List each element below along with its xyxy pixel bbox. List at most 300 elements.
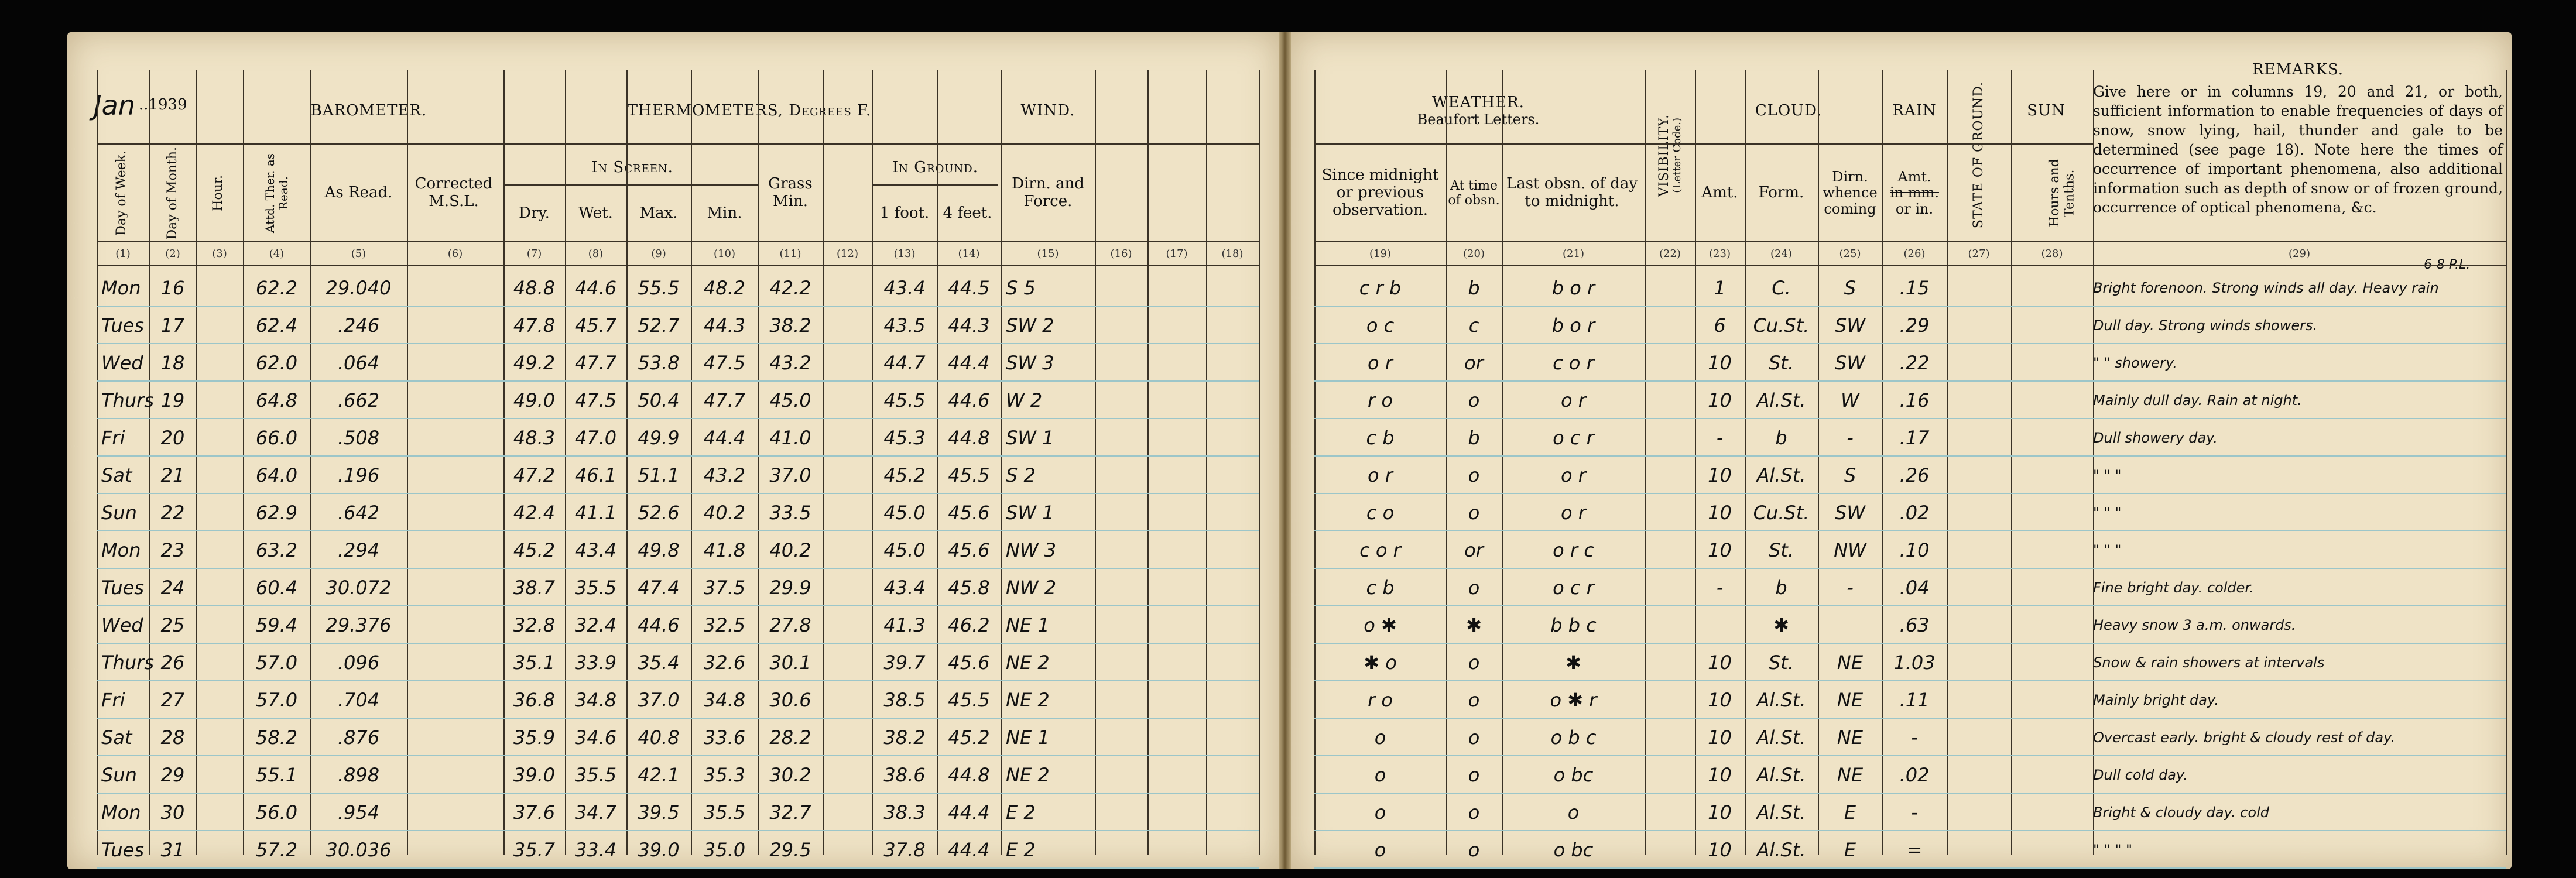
ruled-line — [1314, 680, 2506, 681]
barometer-cell: .898 — [337, 764, 380, 786]
grass-min-heading: Grass Min. — [768, 175, 813, 210]
column-number: (23) — [1709, 247, 1731, 260]
weather-since-cell: c b — [1366, 577, 1395, 599]
barometer-cell: .196 — [337, 464, 380, 486]
weather-last-cell: o r — [1561, 502, 1586, 524]
weather-at-cell: o — [1468, 764, 1480, 786]
min-temp-cell: 35.5 — [703, 801, 746, 824]
ruled-line — [1314, 605, 2506, 606]
rain-amt-cell: .26 — [1899, 464, 1930, 486]
dry-bulb-cell: 49.0 — [513, 389, 556, 411]
day-of-month-cell: 27 — [160, 689, 185, 711]
barometer-cell: .246 — [337, 314, 380, 337]
wet-bulb-cell: 47.5 — [574, 389, 617, 411]
weather-last-cell: o c r — [1553, 577, 1594, 599]
day-of-month-heading — [149, 146, 196, 240]
max-temp-cell: 52.7 — [638, 314, 680, 337]
ruled-line — [1314, 830, 2506, 831]
wet-bulb-cell: 35.5 — [574, 764, 617, 786]
rain-amt-cell: .63 — [1899, 614, 1930, 636]
max-temp-cell: 39.0 — [638, 839, 680, 861]
wind-cell: NW 3 — [1006, 539, 1057, 561]
weather-last-cell: o — [1567, 801, 1580, 824]
dry-bulb-cell: 42.4 — [513, 502, 556, 524]
column-number: (22) — [1659, 247, 1681, 260]
day-of-month-cell: 21 — [160, 464, 185, 486]
wet-bulb-cell: 46.1 — [574, 464, 617, 486]
weather-since-cell: o — [1374, 801, 1386, 824]
column-number: (4) — [269, 247, 285, 260]
column-divider — [407, 70, 408, 855]
remarks-cell: Dull showery day. — [2093, 430, 2218, 446]
grass-min-cell: 42.2 — [769, 277, 811, 299]
ground-4ft-cell: 44.4 — [948, 839, 990, 861]
weather-at-cell: o — [1468, 726, 1480, 749]
grass-min-cell: 43.2 — [769, 352, 811, 374]
column-divider — [1947, 70, 1948, 855]
ruled-line — [97, 343, 1259, 344]
wind-cell: SW 3 — [1006, 352, 1054, 374]
remarks-cell: Dull day. Strong winds showers. — [2093, 317, 2318, 334]
day-of-week-cell: Wed — [101, 352, 143, 374]
attd-ther-cell: 57.2 — [255, 839, 298, 861]
day-of-month-cell: 17 — [160, 314, 185, 337]
ruled-line — [97, 830, 1259, 831]
rain-unit-in: or in. — [1895, 200, 1934, 217]
ruled-line — [97, 493, 1259, 494]
max-temp-cell: 35.4 — [638, 651, 680, 674]
cloud-amt-heading: Amt. — [1701, 184, 1738, 202]
attd-ther-cell: 55.1 — [255, 764, 298, 786]
remarks-title: REMARKS. — [2252, 61, 2344, 79]
rain-amt-cell: .11 — [1899, 689, 1930, 711]
ruled-line — [97, 680, 1259, 681]
cloud-amt-cell: 10 — [1708, 464, 1732, 486]
max-temp-cell: 53.8 — [638, 352, 680, 374]
max-temp-cell: 49.8 — [638, 539, 680, 561]
min-temp-cell: 33.6 — [703, 726, 746, 749]
weather-at-cell: or — [1464, 539, 1484, 561]
weather-at-cell: o — [1468, 651, 1480, 674]
cloud-dirn-cell: SW — [1835, 502, 1865, 524]
ground-4ft-cell: 44.8 — [948, 427, 990, 449]
cloud-form-cell: St. — [1768, 352, 1794, 374]
cloud-amt-cell: 10 — [1708, 502, 1732, 524]
hours-tenths-text: Hours and Tenths. — [2047, 159, 2077, 228]
dry-bulb-cell: 49.2 — [513, 352, 556, 374]
ruled-line — [97, 380, 1259, 382]
ground-4ft-cell: 45.6 — [948, 539, 990, 561]
weather-at-cell: o — [1468, 689, 1480, 711]
grass-min-cell: 33.5 — [769, 502, 811, 524]
remarks-cell: " " " — [2093, 542, 2122, 558]
day-of-month-cell: 16 — [160, 277, 185, 299]
thermometers-heading: THERMOMETERS, Degrees F. — [627, 102, 872, 120]
day-of-week-cell: Fri — [101, 427, 125, 449]
wind-cell: NW 2 — [1006, 577, 1057, 599]
weather-last-cell: b b c — [1550, 614, 1597, 636]
wet-bulb-cell: 44.6 — [574, 277, 617, 299]
ground-4ft-cell: 45.6 — [948, 502, 990, 524]
hour-text: Hour. — [210, 175, 225, 211]
column-number: (20) — [1463, 247, 1485, 260]
wet-bulb-cell: 41.1 — [574, 502, 617, 524]
ruled-line — [1314, 867, 2506, 869]
column-number: (16) — [1110, 247, 1132, 260]
rain-amt-cell: .02 — [1899, 764, 1930, 786]
sun-heading: SUN — [2027, 102, 2065, 120]
grass-min-cell: 45.0 — [769, 389, 811, 411]
cloud-heading: CLOUD. — [1755, 102, 1823, 120]
dry-bulb-cell: 32.8 — [513, 614, 556, 636]
rain-amt-cell: - — [1911, 726, 1918, 749]
column-number: (21) — [1563, 247, 1584, 260]
grass-min-cell: 38.2 — [769, 314, 811, 337]
in-ground-heading: In Ground. — [892, 159, 978, 177]
ruled-line — [97, 568, 1259, 569]
dry-bulb-cell: 38.7 — [513, 577, 556, 599]
ruled-line — [97, 755, 1259, 756]
column-divider — [823, 70, 824, 855]
cloud-dirn-cell: S — [1844, 277, 1856, 299]
wind-cell: NE 2 — [1006, 689, 1050, 711]
attd-ther-cell: 59.4 — [255, 614, 298, 636]
column-divider — [1259, 70, 1260, 855]
weather-last-cell: o bc — [1553, 839, 1594, 861]
min-temp-cell: 32.5 — [703, 614, 746, 636]
ruled-line — [97, 643, 1259, 644]
cloud-form-cell: Al.St. — [1756, 464, 1806, 486]
attd-ther-cell: 64.8 — [255, 389, 298, 411]
barometer-cell: 29.376 — [326, 614, 392, 636]
colnum-bottom — [1314, 265, 2506, 266]
barometer-cell: .876 — [337, 726, 380, 749]
day-of-month-cell: 24 — [160, 577, 185, 599]
column-number: (9) — [651, 247, 666, 260]
barometer-cell: 30.072 — [326, 577, 392, 599]
cloud-form-cell: b — [1775, 427, 1787, 449]
ground-4ft-cell: 45.5 — [948, 464, 990, 486]
wet-bulb-cell: 33.9 — [574, 651, 617, 674]
column-divider — [97, 70, 98, 855]
cloud-form-cell: Al.St. — [1756, 389, 1806, 411]
cloud-dirn-cell: NE — [1837, 764, 1864, 786]
barometer-heading: BAROMETER. — [310, 102, 427, 120]
cloud-amt-cell: - — [1716, 427, 1724, 449]
ruled-line — [97, 793, 1259, 794]
attd-ther-cell: 62.0 — [255, 352, 298, 374]
rain-amt-cell: .17 — [1899, 427, 1930, 449]
weather-last-cell: ✱ — [1566, 651, 1581, 674]
weather-since-cell: c o — [1366, 502, 1395, 524]
barometer-cell: .642 — [337, 502, 380, 524]
grass-min-cell: 30.1 — [769, 651, 811, 674]
weather-since-cell: o c — [1366, 314, 1395, 337]
rain-amt-label: Amt. — [1897, 168, 1931, 185]
cloud-dirn-cell: NE — [1837, 726, 1864, 749]
dry-heading: Dry. — [519, 204, 550, 222]
corrected-heading: Corrected M.S.L. — [415, 175, 493, 210]
column-number: (13) — [893, 247, 916, 260]
ruled-line — [97, 455, 1259, 457]
grass-min-cell: 27.8 — [769, 614, 811, 636]
grass-min-cell: 32.7 — [769, 801, 811, 824]
ruled-line — [97, 867, 1259, 869]
dry-bulb-cell: 47.8 — [513, 314, 556, 337]
ground-1ft-cell: 43.4 — [883, 277, 926, 299]
visibility-title: VISIBILITY. — [1656, 114, 1671, 197]
cloud-form-cell: St. — [1768, 539, 1794, 561]
wind-cell: SW 2 — [1006, 314, 1054, 337]
grass-min-cell: 28.2 — [769, 726, 811, 749]
ground-4ft-cell: 45.6 — [948, 651, 990, 674]
attd-ther-cell: 64.0 — [255, 464, 298, 486]
header-bottom — [97, 241, 1259, 242]
weather-since-cell: o r — [1368, 352, 1393, 374]
min-temp-cell: 35.0 — [703, 839, 746, 861]
column-number: (19) — [1369, 247, 1391, 260]
ruled-line — [97, 306, 1259, 307]
ground-1ft-cell: 39.7 — [883, 651, 926, 674]
remarks-cell: Overcast early. bright & cloudy rest of day. — [2093, 729, 2396, 746]
year-label: ..1939 — [138, 96, 187, 114]
weather-at-cell: o — [1468, 464, 1480, 486]
remarks-top-note: 6-8 P.L. — [2424, 258, 2471, 272]
wind-cell: E 2 — [1006, 839, 1036, 861]
dirn-force-heading: Dirn. and Force. — [1012, 175, 1084, 210]
at-time-heading: At time of obsn. — [1448, 178, 1500, 208]
ruled-line — [97, 605, 1259, 606]
ground-4ft-cell: 45.8 — [948, 577, 990, 599]
ruled-line — [1314, 793, 2506, 794]
cloud-form-cell: St. — [1768, 651, 1794, 674]
cloud-form-heading: Form. — [1758, 184, 1804, 202]
header-divider — [97, 143, 1259, 145]
attd-ther-cell: 58.2 — [255, 726, 298, 749]
weather-heading — [1314, 88, 1642, 135]
header-divider — [1314, 143, 2093, 145]
cloud-form-cell: Al.St. — [1756, 726, 1806, 749]
grass-min-cell: 29.5 — [769, 839, 811, 861]
cloud-dirn-cell: SW — [1835, 352, 1865, 374]
column-number: (15) — [1037, 247, 1059, 260]
max-temp-cell: 42.1 — [638, 764, 680, 786]
column-number: (28) — [2041, 247, 2063, 260]
attd-ther-cell: 56.0 — [255, 801, 298, 824]
weather-last-cell: c o r — [1553, 352, 1594, 374]
grass-min-cell: 30.6 — [769, 689, 811, 711]
month-year — [94, 82, 252, 129]
day-of-week-cell: Tues — [101, 314, 144, 337]
cloud-dirn-cell — [1818, 608, 1882, 643]
weather-at-cell: b — [1468, 277, 1480, 299]
weather-at-cell: or — [1464, 352, 1484, 374]
cloud-form-cell: ✱ — [1773, 614, 1789, 636]
rain-amt-cell: .16 — [1899, 389, 1930, 411]
ground-1ft-cell: 43.5 — [883, 314, 926, 337]
ruled-line — [1314, 718, 2506, 719]
weather-at-cell: o — [1468, 577, 1480, 599]
day-of-week-cell: Sat — [101, 464, 132, 486]
in-ground-divider — [872, 184, 998, 186]
day-of-week-cell: Mon — [101, 801, 141, 824]
cloud-amt-cell: 10 — [1708, 726, 1732, 749]
cloud-amt-cell: 10 — [1708, 389, 1732, 411]
book-gutter — [1279, 32, 1291, 869]
day-of-week-cell: Thurs — [101, 651, 154, 674]
weather-last-cell: o ✱ r — [1550, 689, 1597, 711]
min-temp-cell: 47.7 — [703, 389, 746, 411]
cloud-form-cell: Al.St. — [1756, 801, 1806, 824]
grass-min-cell: 37.0 — [769, 464, 811, 486]
rain-amt-cell: - — [1911, 801, 1918, 824]
ruled-line — [1314, 418, 2506, 419]
month-label: Jan — [94, 89, 135, 121]
wind-cell: NE 2 — [1006, 651, 1050, 674]
rain-amt-heading — [1882, 146, 1947, 240]
max-temp-cell: 37.0 — [638, 689, 680, 711]
ground-4ft-cell: 44.4 — [948, 801, 990, 824]
cloud-dirn-heading: Dirn. whence coming — [1823, 168, 1878, 217]
wet-bulb-cell: 47.7 — [574, 352, 617, 374]
weather-last-cell: o c r — [1553, 427, 1594, 449]
wind-cell: S 2 — [1006, 464, 1036, 486]
min-temp-cell: 32.6 — [703, 651, 746, 674]
min-temp-cell: 40.2 — [703, 502, 746, 524]
rain-amt-cell: .22 — [1899, 352, 1930, 374]
remarks-cell: Heavy snow 3 a.m. onwards. — [2093, 617, 2296, 633]
day-of-month-cell: 25 — [160, 614, 185, 636]
weather-since-cell: ✱ o — [1364, 651, 1397, 674]
weather-last-cell: b o r — [1551, 314, 1595, 337]
wet-bulb-cell: 32.4 — [574, 614, 617, 636]
weather-at-cell: o — [1468, 839, 1480, 861]
min-temp-cell: 34.8 — [703, 689, 746, 711]
column-number: (11) — [779, 247, 801, 260]
cloud-dirn-cell: - — [1847, 577, 1854, 599]
max-temp-cell: 47.4 — [638, 577, 680, 599]
remarks-cell: Mainly bright day. — [2093, 692, 2219, 708]
weather-since-cell: o — [1374, 839, 1386, 861]
ground-1ft-cell: 45.0 — [883, 502, 926, 524]
cloud-dirn-cell: NE — [1837, 651, 1864, 674]
cloud-dirn-cell: W — [1841, 389, 1859, 411]
dry-bulb-cell: 35.7 — [513, 839, 556, 861]
wind-cell: NE 1 — [1006, 614, 1050, 636]
dry-bulb-cell: 47.2 — [513, 464, 556, 486]
last-obsn-heading: Last obsn. of day to midnight. — [1506, 175, 1638, 210]
wet-bulb-cell: 47.0 — [574, 427, 617, 449]
remarks-instructions: Give here or in columns 19, 20 and 21, or both, sufficient information to enable frequencies of days of snow, snow lying, hail, thunder and gale to be determined (see page 18). Note here the times of occurrence of important phenomena, also additional information such as depth of snow or of frozen ground, occurrence of optical phenomena, &c. — [2093, 83, 2503, 216]
cloud-amt-cell: 6 — [1714, 314, 1726, 337]
ruled-line — [97, 418, 1259, 419]
column-divider — [1206, 70, 1207, 855]
column-number: (2) — [165, 247, 180, 260]
wind-heading: WIND. — [1020, 102, 1075, 120]
day-of-month-cell: 20 — [160, 427, 185, 449]
attd-ther-cell: 62.9 — [255, 502, 298, 524]
day-of-month-cell: 31 — [160, 839, 185, 861]
cloud-amt-cell: 10 — [1708, 352, 1732, 374]
weather-at-cell: o — [1468, 502, 1480, 524]
attd-ther-cell: 57.0 — [255, 651, 298, 674]
cloud-dirn-cell: NW — [1834, 539, 1866, 561]
grass-min-cell: 29.9 — [769, 577, 811, 599]
remarks-cell: Mainly dull day. Rain at night. — [2093, 392, 2302, 409]
cloud-form-cell: C. — [1772, 277, 1791, 299]
rain-amt-cell: .10 — [1899, 539, 1930, 561]
day-of-month-cell: 28 — [160, 726, 185, 749]
wet-heading: Wet. — [578, 204, 613, 222]
weather-since-cell: o r — [1368, 464, 1393, 486]
ground-1ft-cell: 38.6 — [883, 764, 926, 786]
rain-amt-cell: .15 — [1899, 277, 1930, 299]
ruled-line — [1314, 343, 2506, 344]
day-of-week-text: Day of Week. — [114, 150, 129, 236]
rain-amt-cell: .04 — [1899, 577, 1930, 599]
weather-since-cell: c o r — [1359, 539, 1401, 561]
dry-bulb-cell: 39.0 — [513, 764, 556, 786]
barometer-cell: .064 — [337, 352, 380, 374]
dry-bulb-cell: 45.2 — [513, 539, 556, 561]
weather-last-cell: o bc — [1553, 764, 1594, 786]
ground-1ft-cell: 38.2 — [883, 726, 926, 749]
ground-1ft-cell: 43.4 — [883, 577, 926, 599]
attd-ther-cell: 66.0 — [255, 427, 298, 449]
ruled-line — [1314, 380, 2506, 382]
rain-heading: RAIN — [1892, 102, 1937, 120]
wind-cell: S 5 — [1006, 277, 1036, 299]
wind-cell: W 2 — [1006, 389, 1043, 411]
day-of-week-cell: Mon — [101, 277, 141, 299]
wind-cell: NE 2 — [1006, 764, 1050, 786]
day-of-month-cell: 23 — [160, 539, 185, 561]
column-divider — [2506, 70, 2507, 855]
weather-at-cell: b — [1468, 427, 1480, 449]
weather-at-cell: ✱ — [1466, 614, 1482, 636]
min-temp-cell: 37.5 — [703, 577, 746, 599]
max-temp-cell: 55.5 — [638, 277, 680, 299]
max-temp-cell: 40.8 — [638, 726, 680, 749]
in-screen-heading: In Screen. — [591, 159, 673, 177]
weather-at-cell: c — [1468, 314, 1479, 337]
hours-tenths-heading — [2043, 146, 2081, 240]
ground-4ft-cell: 44.4 — [948, 352, 990, 374]
column-number: (14) — [958, 247, 980, 260]
cloud-amt-cell: 10 — [1708, 539, 1732, 561]
wet-bulb-cell: 35.5 — [574, 577, 617, 599]
cloud-form-cell: Al.St. — [1756, 764, 1806, 786]
wind-cell: SW 1 — [1006, 502, 1054, 524]
remarks-cell: Fine bright day. colder. — [2093, 579, 2254, 596]
cloud-dirn-cell: SW — [1835, 314, 1865, 337]
weather-title: WEATHER. — [1432, 94, 1525, 112]
day-of-month-cell: 29 — [160, 764, 185, 786]
weather-since-cell: c b — [1366, 427, 1395, 449]
visibility-sub: (Letter Code.) — [1670, 117, 1683, 193]
column-number: (25) — [1839, 247, 1861, 260]
cloud-dirn-cell: E — [1844, 839, 1856, 861]
day-of-month-cell: 26 — [160, 651, 185, 674]
day-of-week-heading — [97, 146, 146, 240]
attd-ther-cell: 63.2 — [255, 539, 298, 561]
ground-1ft-cell: 45.2 — [883, 464, 926, 486]
column-divider — [1095, 70, 1096, 855]
barometer-cell: .954 — [337, 801, 380, 824]
attd-ther-cell: 57.0 — [255, 689, 298, 711]
remarks-cell: Bright forenoon. Strong winds all day. Heavy rain — [2093, 280, 2439, 296]
dry-bulb-cell: 37.6 — [513, 801, 556, 824]
